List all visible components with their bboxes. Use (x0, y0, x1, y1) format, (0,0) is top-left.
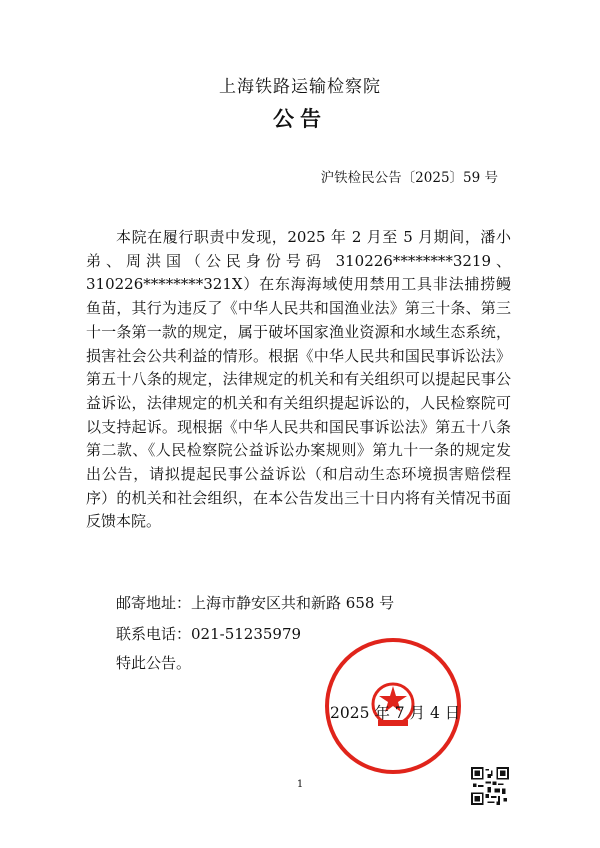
contact-phone: 联系电话：021-51235979 (116, 625, 302, 643)
issuing-organization: 上海铁路运输检察院 (219, 77, 381, 97)
announcement-paragraph: 本院在履行职责中发现，2025 年 2 月至 5 月期间，潘小弟、周洪国（公民身份号码 310226********3219、310226********321X）在东海海域使用禁用工具非法捕捞鳗鱼苗，其行为违反了《中华人民共和国渔业法》第三十条、第三十一条第一款的规定，属于破坏国家渔业资源和水域生态系统，损害社会公共利益的情形。根据《中华人民共和国民事诉讼法》第五十八条的规定，法律规定的机关和有关组织可以提起民事公益诉讼，法律规定的机关和有关组织提起诉讼的，人民检察院可以支持起诉。现根据《中华人民共和国民事诉讼法》第五十八条第二款、《人民检察院公益诉讼办案规则》第九十一条的规定发出公告，请拟提起民事公益诉讼（和启动生态环境损害赔偿程序）的机关和社会组织，在本公告发出三十日内将有关情况书面反馈本院。 (86, 228, 511, 531)
page-title: 公告 (273, 106, 327, 131)
document-number: 沪铁检民公告〔2025〕59 号 (320, 170, 498, 186)
mailing-address: 邮寄地址：上海市静安区共和新路 658 号 (116, 594, 395, 612)
announcement-body (86, 226, 511, 534)
closing-remark: 特此公告。 (116, 654, 192, 672)
page-number: 1 (296, 779, 304, 790)
qr-code-icon (471, 767, 509, 805)
issue-date: 2025 年 7 月 4 日 (330, 704, 461, 722)
